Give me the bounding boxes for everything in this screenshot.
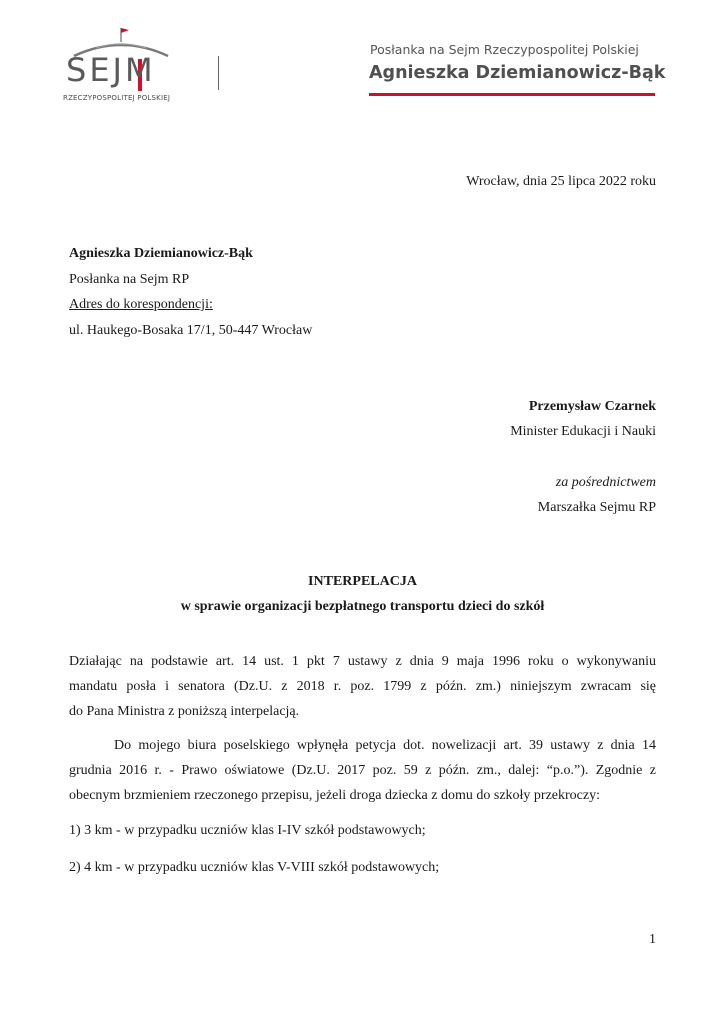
paragraph-line: do Pana Ministra z poniższą interpelacją. (69, 704, 300, 719)
paragraph-line: obecnym brzmieniem rzeczonego przepisu, jeżeli droga dziecka z domu do szkoły przekroczy: (69, 788, 600, 803)
paragraph-line: Do mojego biura poselskiego wpłynęła petycja dot. nowelizacji art. 39 ustawy z dnia 14 (114, 738, 656, 753)
via-label: za pośrednictwem (555, 475, 656, 490)
list-item: 2) 4 km - w przypadku uczniów klas V-VIII szkół podstawowych; (69, 860, 440, 875)
logo-word: SEJM (66, 51, 156, 89)
sender-role: Posłanka na Sejm RP (69, 272, 190, 287)
address-label: Adres do korespondencji: (69, 297, 213, 312)
header-mp-name: Agnieszka Dziemianowicz-Bąk (369, 63, 666, 83)
paragraph-2 (69, 733, 656, 808)
page-number: 1 (649, 932, 656, 947)
paragraph-line: Działając na podstawie art. 14 ust. 1 pkt 7 ustawy z dnia 9 maja 1996 roku o wykonywaniu (69, 654, 656, 669)
document-subject: w sprawie organizacji bezpłatnego transportu dzieci do szkół (180, 599, 545, 614)
recipient-name: Przemysław Czarnek (528, 399, 656, 414)
paragraph-1 (69, 649, 656, 724)
list-item: 1) 3 km - w przypadku uczniów klas I-IV szkół podstawowych; (69, 823, 426, 838)
recipient-role: Minister Edukacji i Nauki (510, 424, 656, 439)
date-line: Wrocław, dnia 25 lipca 2022 roku (466, 174, 656, 189)
via-who: Marszałka Sejmu RP (537, 500, 656, 515)
header-red-line (369, 93, 655, 96)
header-divider (218, 56, 219, 90)
sender-name: Agnieszka Dziemianowicz-Bąk (69, 246, 253, 261)
header-office: Posłanka na Sejm Rzeczypospolitej Polskiej (370, 42, 639, 57)
paragraph-line: grudnia 2016 r. - Prawo oświatowe (Dz.U. 2017 poz. 59 z późn. zm., dalej: “p.o.”). Zgodnie z (69, 763, 656, 778)
paragraph-line: mandatu posła i senatora (Dz.U. z 2018 r. poz. 1799 z późn. zm.) niniejszym zwracam się (69, 679, 656, 694)
sender-address: ul. Haukego-Bosaka 17/1, 50-447 Wrocław (69, 323, 313, 338)
document-title: INTERPELACJA (308, 574, 417, 589)
logo-subtitle: RZECZYPOSPOLITEJ POLSKIEJ (63, 94, 171, 102)
